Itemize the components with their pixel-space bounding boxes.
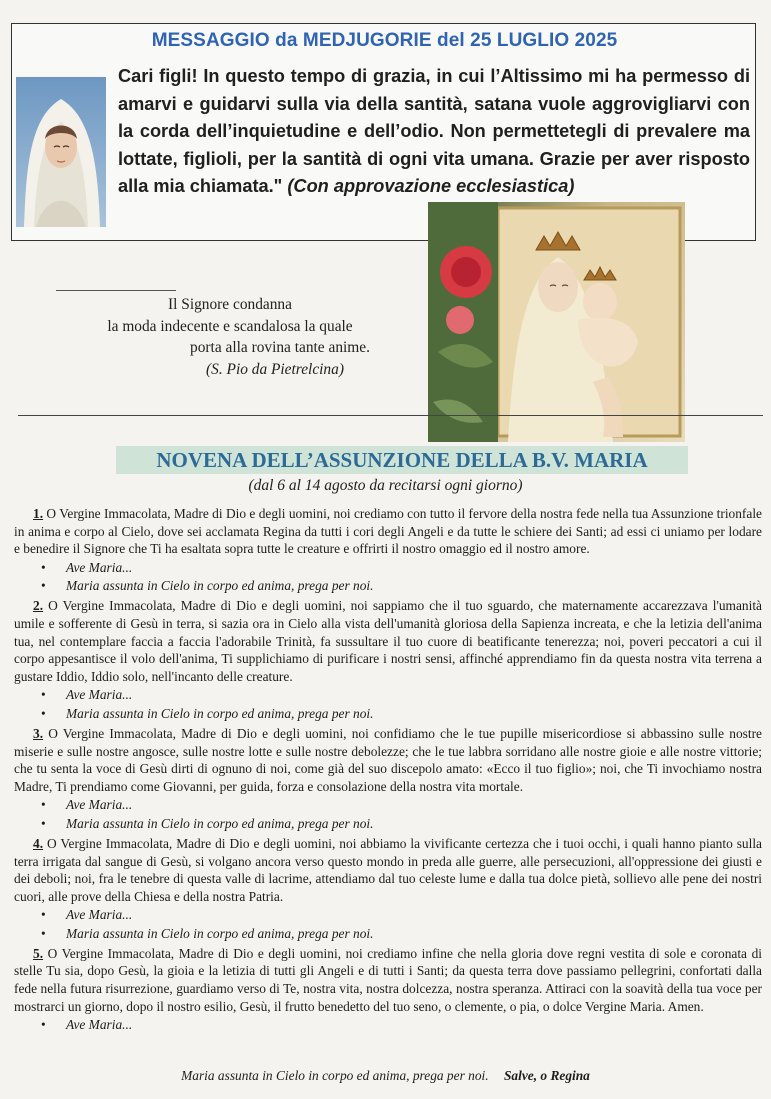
madonna-and-child-painting — [428, 202, 685, 442]
madonna-portrait-icon — [16, 77, 106, 227]
prayer-text — [14, 725, 762, 795]
prayer-number: 5. — [33, 945, 44, 961]
salve-regina: Salve, o Regina — [503, 1068, 590, 1083]
ave-maria-response: • Ave Maria... — [14, 906, 762, 924]
quote-line-2: la moda indecente e scandalosa la quale — [107, 317, 353, 335]
prayer-number: 3. — [33, 725, 44, 741]
prayer-body: O Vergine Immacolata, Madre di Dio e degli uomini, noi crediamo con tutto il fervore della nostra fede nella tua Assunzione trionfale in anima e corpo al Cielo, dove sei acclamata Regina da tutti i cori degli Angeli e da tutte le schiere dei Santi; ad essi ci uniamo per lodare e benedire il Signore che Ti ha esaltata sopra tutte le creature e offrirti il nostro omaggio ed il nostro amore. — [14, 506, 763, 557]
prayer-text — [14, 505, 762, 558]
closing-line — [0, 1068, 771, 1084]
prayer-body: O Vergine Immacolata, Madre di Dio e degli uomini, noi sappiamo che il tuo sguardo, che maternamente accarezzava l'umanità umile e sofferente di Gesù in terra, si sazia ora in Cielo alla vista dell'umanità gloriosa della Sapienza increata, e che la letizia dell'anima tua, nel contemplare faccia a faccia l'adorabile Trinità, fa sussultare il tuo cuore di beatificante tenerezza; noi, poveri peccatori a cui il corpo appesantisce il volo dell'anima, Ti supplichiamo di purificare i nostri sensi, affinché apprendiamo fin da questa nostra vita terrena a gustare Iddio, Iddio solo, nell'incanto delle creature. — [14, 598, 762, 684]
assumption-invocation: • Maria assunta in Cielo in corpo ed anima, prega per noi. — [14, 925, 762, 943]
prayer-responses — [14, 686, 762, 723]
approval-note: (Con approvazione ecclesiastica) — [287, 176, 575, 196]
prayer-1 — [14, 505, 762, 595]
prayer-5 — [14, 945, 762, 1035]
prayer-number: 4. — [33, 835, 44, 851]
prayer-responses — [14, 906, 762, 943]
message-text — [118, 63, 750, 201]
prayer-text — [14, 835, 762, 905]
prayer-text — [14, 597, 762, 685]
prayer-body: O Vergine Immacolata, Madre di Dio e degli uomini, noi confidiamo che le tue pupille misericordiose si abbassino sulle nostre miserie e sulle nostre angosce, sulle nostre lotte e sulle nostre debolezze; che le tue labbra sorridano alle nostre gioie e alle nostre vittorie; che tu senta la voce di Gesù dirti di ognuno di noi, come già del suo discepolo amato: «Ecco il tuo figlio»; noi, che Ti invochiamo nostra Madre, Ti prendiamo come Giovanni, per guida, forza e consolazione della nostra vita mortale. — [14, 725, 762, 794]
quote-attribution: (S. Pio da Pietrelcina) — [206, 360, 344, 378]
padre-pio-quote — [40, 294, 420, 380]
message-title: MESSAGGIO da MEDJUGORIE del 25 LUGLIO 2025 — [151, 30, 618, 51]
closing-invocation: Maria assunta in Cielo in corpo ed anima, prega per noi. — [181, 1068, 489, 1083]
prayer-responses — [14, 796, 762, 833]
prayer-responses — [14, 1016, 762, 1034]
prayer-body: O Vergine Immacolata, Madre di Dio e degli uomini, noi crediamo infine che nella gloria dove regni vestita di sole e coronata di stelle Tu sia, dopo Gesù, la gioia e la letizia di tutti gli Angeli e di tutti i Santi; da questa terra dove passiamo pellegrini, confortati dalla fede nella futura risurrezione, guardiamo verso di Te, nostra vita, nostra dolcezza, nostra speranza. Attiraci con la soavità della tua voce per mostrarci un giorno, dopo il nostro esilio, Gesù, il frutto benedetto del tuo seno, o clemente, o pia, o dolce Vergine Maria. Amen. — [14, 945, 762, 1014]
assumption-invocation: • Maria assunta in Cielo in corpo ed anima, prega per noi. — [14, 815, 762, 833]
prayer-2 — [14, 597, 762, 723]
assumption-invocation: • Maria assunta in Cielo in corpo ed anima, prega per noi. — [14, 577, 762, 595]
quote-rule — [56, 290, 176, 291]
prayer-number: 2. — [33, 598, 44, 614]
assumption-invocation: • Maria assunta in Cielo in corpo ed anima, prega per noi. — [14, 705, 762, 723]
prayer-number: 1. — [33, 506, 44, 521]
novena-title: NOVENA DELL’ASSUNZIONE DELLA B.V. MARIA — [116, 446, 688, 474]
ave-maria-response: • Ave Maria... — [14, 1016, 762, 1034]
message-body: Cari figli! In questo tempo di grazia, in cui l’Altissimo mi ha permesso di amarvi e guidarvi sulla via della santità, satana vuole aggrovigliarvi con la corda dell’inquietudine e dell’odio. Non permettetegli di prevalere ma lottate, figlioli, per la santità di ogni vita umana. Grazie per aver risposto alla mia chiamata." — [118, 66, 750, 196]
quote-line-1: Il Signore condanna — [168, 296, 292, 313]
ave-maria-response: • Ave Maria... — [14, 796, 762, 814]
ave-maria-response: • Ave Maria... — [14, 559, 762, 577]
ave-maria-response: • Ave Maria... — [14, 686, 762, 704]
prayer-responses — [14, 559, 762, 596]
section-separator — [18, 415, 763, 416]
madonna-portrait-image — [16, 77, 106, 227]
prayer-3 — [14, 725, 762, 833]
quote-line-3: porta alla rovina tante anime. — [190, 339, 370, 356]
prayer-4 — [14, 835, 762, 943]
novena-subtitle: (dal 6 al 14 agosto da recitarsi ogni giorno) — [248, 477, 523, 494]
prayer-text — [14, 945, 762, 1015]
novena-prayers — [14, 505, 762, 1037]
madonna-child-icon — [428, 202, 685, 442]
prayer-body: O Vergine Immacolata, Madre di Dio e degli uomini, noi abbiamo la vivificante certezza che i tuoi occhi, i quali hanno pianto sulla terra irrigata dal sangue di Gesù, si volgano ancora verso questo mondo in preda alle guerre, alle persecuzioni, all'oppressione dei giusti e dei deboli; noi, fra le tenebre di questa valle di lacrime, attendiamo dal tuo celeste lume e dalla tua dolce pietà, sollievo alle pene dei nostri cuori, alle prove della Chiesa e della nostra Patria. — [14, 835, 762, 904]
